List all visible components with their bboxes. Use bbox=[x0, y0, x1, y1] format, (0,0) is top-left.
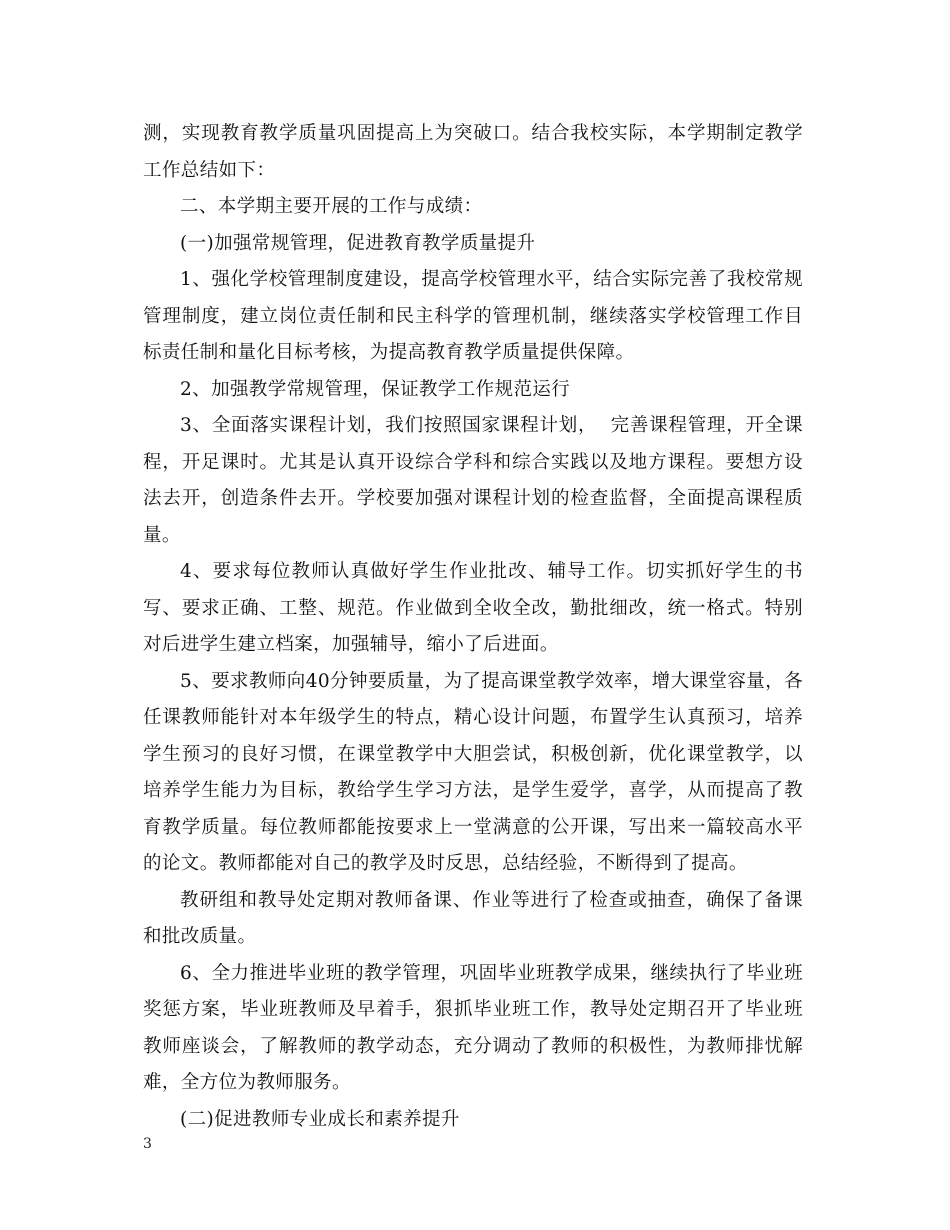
paragraph-item-5: 5、要求教师向40分钟要质量，为了提高课堂教学效率，增大课堂容量，各任课教师能针对本年级学生的特点，精心设计问题，布置学生认真预习，培养学生预习的良好习惯，在课堂教学中大胆尝试，积极创新，优化课堂教学，以培养学生能力为目标，教给学生学习方法，是学生爱学，喜学，从而提高了教育教学质量。每位教师都能按要求上一堂满意的公开课，写出来一篇较高水平的论文。教师都能对自己的教学及时反思，总结经验，不断得到了提高。 bbox=[143, 670, 803, 874]
section-heading-achievements: 二、本学期主要开展的工作与成绩： bbox=[180, 196, 483, 217]
paragraph-item-2: 2、加强教学常规管理，保证教学工作规范运行 bbox=[180, 378, 571, 400]
paragraph-continuation: 测，实现教育教学质量巩固提高上为突破口。结合我校实际，本学期制定教学工作总结如下： bbox=[143, 123, 803, 181]
page-number: 3 bbox=[143, 1136, 152, 1152]
paragraph-inspection: 教研组和教导处定期对教师备课、作业等进行了检查或抽查，确保了备课和批改质量。 bbox=[143, 889, 803, 947]
document-body bbox=[143, 116, 803, 1138]
subsection-heading-routine-management: (一)加强常规管理，促进教育教学质量提升 bbox=[180, 232, 536, 254]
paragraph-item-1: 1、强化学校管理制度建设，提高学校管理水平，结合实际完善了我校常规管理制度，建立岗位责任制和民主科学的管理机制，继续落实学校管理工作目标责任制和量化目标考核，为提高教育教学质量提供保障。 bbox=[143, 269, 803, 363]
paragraph-item-6: 6、全力推进毕业班的教学管理，巩固毕业班教学成果，继续执行了毕业班奖惩方案，毕业班教师及早着手，狠抓毕业班工作，教导处定期召开了毕业班教师座谈会，了解教师的教学动态，充分调动了教师的积极性，为教师排忧解难，全方位为教师服务。 bbox=[143, 962, 803, 1093]
paragraph-item-4: 4、要求每位教师认真做好学生作业批改、辅导工作。切实抓好学生的书写、要求正确、工整、规范。作业做到全收全改，勤批细改，统一格式。特别对后进学生建立档案，加强辅导，缩小了后进面。 bbox=[143, 561, 803, 655]
paragraph-item-3: 3、全面落实课程计划，我们按照国家课程计划， 完善课程管理，开全课程，开足课时。尤其是认真开设综合学科和综合实践以及地方课程。要想方设法去开，创造条件去开。学校要加强对课程计划的检查监督，全面提高课程质量。 bbox=[143, 415, 803, 546]
subsection-heading-teacher-growth: (二)促进教师专业成长和素养提升 bbox=[180, 1108, 460, 1130]
